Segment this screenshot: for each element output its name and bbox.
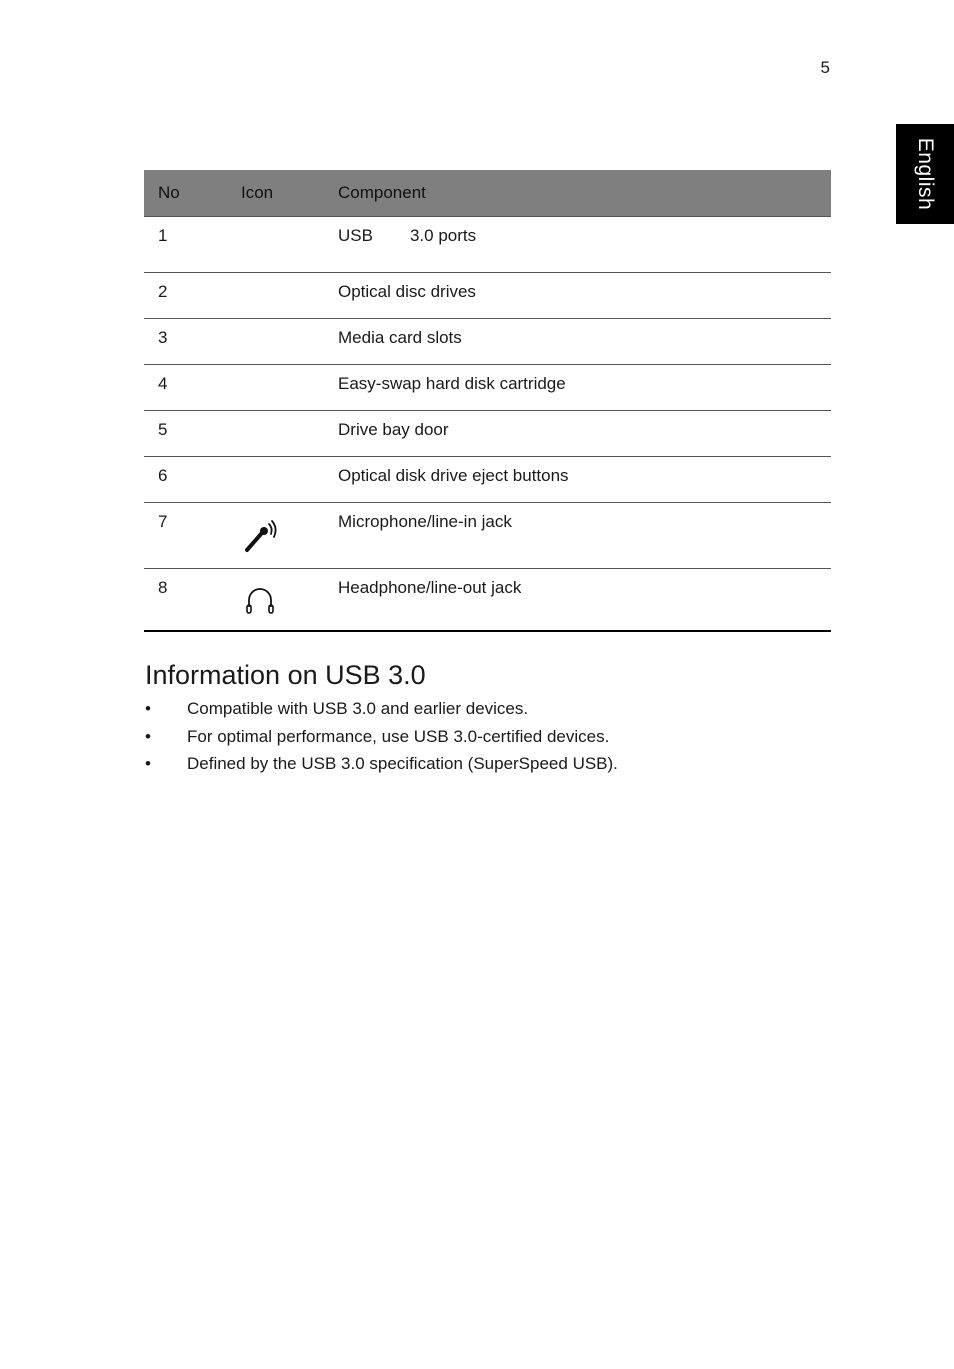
row-number: 6 bbox=[158, 466, 168, 485]
headphone-icon bbox=[241, 569, 338, 622]
table-row bbox=[144, 319, 831, 365]
row-number: 4 bbox=[158, 374, 168, 393]
icon-cell bbox=[241, 411, 338, 457]
list-item bbox=[145, 697, 618, 725]
list-item bbox=[145, 725, 618, 753]
bullet-icon: • bbox=[145, 699, 151, 718]
list-item-text: Defined by the USB 3.0 specification (SuperSpeed USB). bbox=[187, 754, 618, 773]
component-name: Media card slots bbox=[338, 328, 462, 347]
component-name-prefix: USB bbox=[338, 226, 373, 245]
row-number: 8 bbox=[158, 578, 168, 597]
page-number: 5 bbox=[820, 58, 830, 77]
row-number: 2 bbox=[158, 282, 168, 301]
icon-cell bbox=[241, 217, 338, 273]
icon-cell bbox=[241, 503, 338, 569]
component-name: Headphone/line-out jack bbox=[338, 578, 522, 597]
component-name: Optical disc drives bbox=[338, 282, 476, 301]
component-name: Drive bay door bbox=[338, 420, 449, 439]
row-number: 5 bbox=[158, 420, 168, 439]
icon-cell bbox=[241, 319, 338, 365]
language-tab bbox=[896, 124, 954, 224]
row-number: 3 bbox=[158, 328, 168, 347]
component-name bbox=[338, 217, 831, 246]
icon-cell bbox=[241, 365, 338, 411]
table-row bbox=[144, 365, 831, 411]
header-no: No bbox=[144, 170, 241, 217]
table-row bbox=[144, 411, 831, 457]
icon-cell bbox=[241, 457, 338, 503]
list-item-text: For optimal performance, use USB 3.0-certified devices. bbox=[187, 726, 610, 746]
table-row bbox=[144, 457, 831, 503]
component-name: Optical disk drive eject buttons bbox=[338, 466, 569, 485]
row-number: 7 bbox=[158, 512, 168, 531]
table-row bbox=[144, 503, 831, 569]
component-name: Microphone/line-in jack bbox=[338, 512, 512, 531]
component-name: Easy-swap hard disk cartridge bbox=[338, 374, 566, 393]
icon-cell bbox=[241, 273, 338, 319]
icon-cell bbox=[241, 569, 338, 631]
list-item-text: Compatible with USB 3.0 and earlier devices. bbox=[187, 699, 529, 718]
microphone-icon bbox=[241, 503, 338, 560]
bullet-icon: • bbox=[145, 754, 151, 773]
table-header-row bbox=[144, 170, 831, 217]
table-row bbox=[144, 217, 831, 273]
header-component: Component bbox=[338, 170, 831, 217]
table-row bbox=[144, 273, 831, 319]
component-name-suffix: 3.0 ports bbox=[409, 226, 477, 245]
row-number: 1 bbox=[158, 226, 168, 245]
table-row bbox=[144, 569, 831, 631]
component-table bbox=[144, 170, 831, 632]
section-heading: Information on USB 3.0 bbox=[145, 660, 426, 690]
list-item bbox=[145, 752, 618, 780]
usb-info-list bbox=[145, 697, 618, 780]
header-icon: Icon bbox=[241, 170, 338, 217]
bullet-icon: • bbox=[145, 726, 151, 746]
language-tab-label: English bbox=[914, 137, 937, 211]
